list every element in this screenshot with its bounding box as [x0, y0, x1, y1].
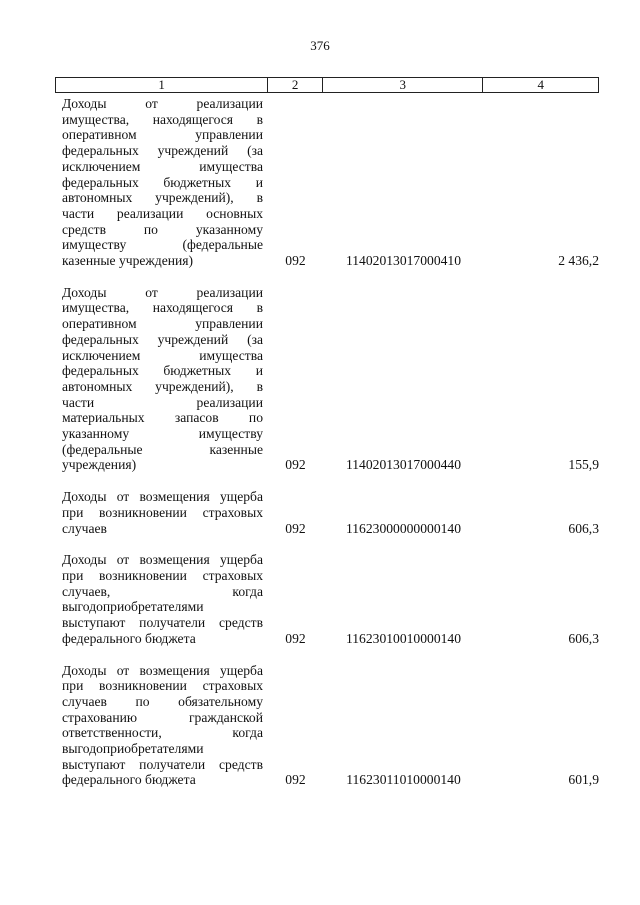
description-line: оперативном управлении [62, 127, 263, 143]
description-line: Доходы от реализации [62, 96, 263, 111]
description-line: имущества, находящегося в [62, 300, 263, 316]
amount: 2 436,2 [558, 253, 599, 269]
description-line: случаев, когда [62, 583, 263, 599]
budget-classification-code: 11402013017000440 [345, 457, 462, 473]
table-body [55, 96, 599, 804]
budget-classification-code: 11623000000000140 [345, 520, 462, 536]
description-line: части реализации основных [62, 205, 263, 221]
admin-code: 092 [285, 520, 306, 536]
table-header [55, 77, 599, 93]
table-row [55, 663, 599, 789]
admin-code: 092 [285, 457, 306, 473]
description-line: Доходы от возмещения ущерба [62, 489, 263, 505]
description-line: при возникновении страховых [62, 678, 263, 694]
description-line: учреждения) [62, 457, 137, 473]
amount: 601,9 [568, 772, 599, 788]
description-line: федеральных бюджетных и [62, 363, 263, 379]
budget-classification-code: 11623010010000140 [345, 630, 462, 646]
description-line: выступают получатели средств [62, 615, 263, 631]
description-line: оперативном управлении [62, 316, 263, 332]
description-line: имуществу (федеральные [62, 237, 263, 253]
table-row [55, 489, 599, 536]
description-line: Доходы от реализации [62, 284, 263, 300]
description-line: федерального бюджета [62, 772, 196, 788]
income-description [55, 285, 263, 473]
description-line: страхованию гражданской [62, 709, 263, 725]
page-number: 376 [310, 38, 330, 53]
income-description [55, 96, 263, 269]
table-row [55, 285, 599, 473]
description-line: части реализации [62, 394, 263, 410]
description-line: выгодоприобретателями [62, 741, 204, 757]
description-line: при возникновении страховых [62, 504, 263, 520]
description-line: исключением имущества [62, 158, 263, 174]
column-header-2: 2 [268, 78, 323, 92]
description-line: ответственности, когда [62, 725, 263, 741]
admin-code: 092 [285, 772, 306, 788]
description-line: имущества, находящегося в [62, 111, 263, 127]
description-line: исключением имущества [62, 347, 263, 363]
income-description [55, 489, 263, 536]
column-header-3: 3 [323, 78, 483, 92]
description-line: Доходы от возмещения ущерба [62, 662, 263, 678]
description-line: федеральных учреждений (за [62, 331, 263, 347]
description-line: средств по указанному [62, 221, 263, 237]
budget-classification-code: 11402013017000410 [345, 253, 462, 269]
income-description [55, 663, 263, 789]
description-line: выгодоприобретателями [62, 599, 204, 615]
description-line: автономных учреждений), в [62, 378, 263, 394]
budget-classification-code: 11623011010000140 [346, 772, 461, 788]
description-line: выступают получатели средств [62, 756, 263, 772]
admin-code: 092 [285, 630, 306, 646]
description-line: случаев по обязательному [62, 693, 263, 709]
description-line: федерального бюджета [62, 630, 196, 646]
table-row [55, 96, 599, 269]
admin-code: 092 [285, 253, 306, 269]
description-line: случаев [62, 520, 107, 536]
table-row [55, 552, 599, 646]
description-line: материальных запасов по [62, 410, 263, 426]
description-line: федеральных учреждений (за [62, 143, 263, 159]
amount: 606,3 [568, 630, 599, 646]
amount: 155,9 [568, 457, 599, 473]
description-line: указанному имуществу [62, 426, 263, 442]
column-header-1: 1 [56, 78, 268, 92]
description-line: (федеральные казенные [62, 441, 263, 457]
column-header-4: 4 [537, 77, 544, 92]
description-line: при возникновении страховых [62, 567, 263, 583]
description-line: федеральных бюджетных и [62, 174, 263, 190]
description-line: автономных учреждений), в [62, 190, 263, 206]
amount: 606,3 [568, 520, 599, 536]
income-description [55, 552, 263, 646]
description-line: Доходы от возмещения ущерба [62, 552, 263, 568]
description-line: казенные учреждения) [62, 253, 194, 269]
